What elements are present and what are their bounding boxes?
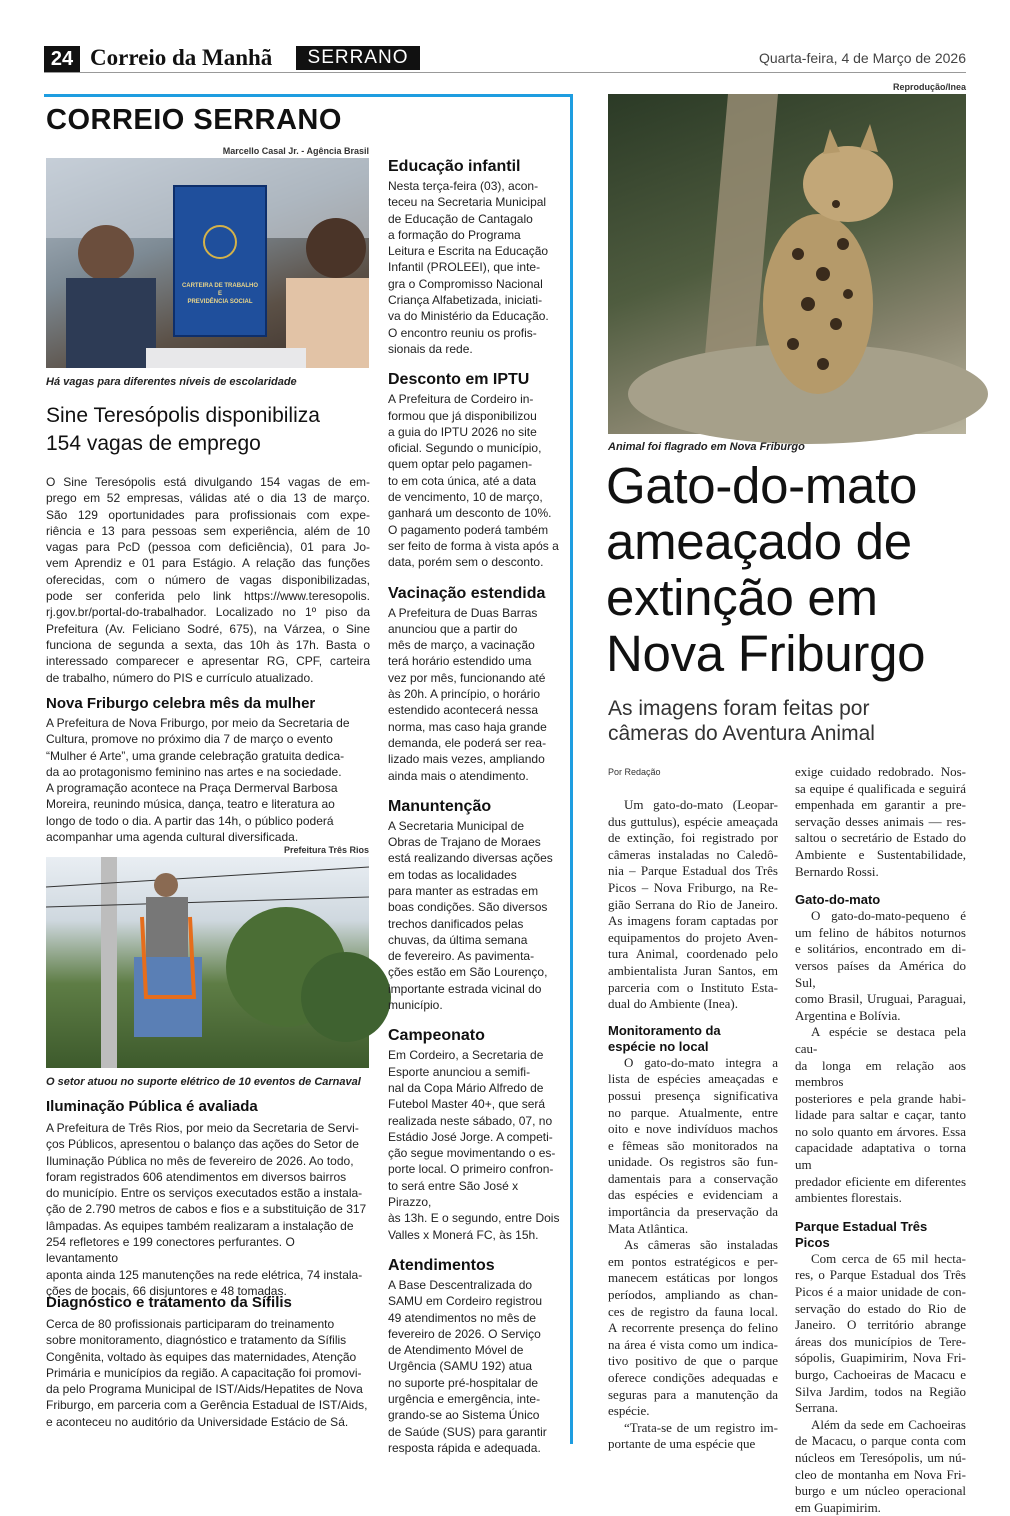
text-line: nia – Parque Estadual dos Três [608,863,778,879]
text-line: chuvas, da última semana [388,932,528,947]
text-line: estendido acontecerá nessa [388,703,539,718]
text-line: manecem estáticas por longos [608,1270,778,1286]
photo2-credit: Prefeitura Três Rios [283,845,369,855]
text-line: porte local. O primeiro confron- [388,1162,554,1177]
text-line: A recorrente presença do felino [608,1320,778,1336]
text-line: no suporte pré-hospitalar de [388,1375,539,1390]
text-line: SAMU em Cordeiro registrou [388,1294,543,1309]
photo1-work-card [46,158,369,368]
note-title: Campeonato [388,1027,485,1045]
text-line: longo de todo o dia. A partir das 14h, o público poderá [46,813,334,828]
text-line: um felino de hábitos noturnos [795,924,966,940]
work-card-text: CARTEIRA DE TRABALHO E PREVIDÊNCIA SOCIAL [181,283,259,305]
text-line: sa equipe é qualificada e seguirá [795,780,966,796]
column-title: CORREIO SERRANO [46,104,342,136]
text-line: ces de registro da fauna local. [608,1303,778,1319]
text-line: grando-se ao Sistema Único [388,1408,540,1423]
text-line: Silva Jardim, todos na Região [795,1383,966,1399]
text-line: possui presença significativa [608,1087,778,1103]
text-line: vem Aprendiz e 01 para Estágio. A relação das funções [46,556,370,571]
subheading-line: Monitoramento da [608,1022,721,1038]
text-line: de trabalho, número do PIS e currículo atualizado. [46,670,314,685]
text-line: aponta ainda 125 manutenções na rede elétrica, 74 instala- [46,1267,363,1282]
text-line: de Macacu, o parque conta com [795,1433,966,1449]
electrician-illustration [46,857,369,1068]
column-frame-right [570,94,573,1444]
note-body [388,1277,560,1456]
feature-paragraph [795,764,966,880]
text-line: O encontro reuniu os profis- [388,325,537,340]
text-line: vez por mês, funcionando até [388,670,546,685]
text-line: tivo positivo de que o parque [608,1353,778,1369]
text-line: 49 atendimentos no mês de [388,1310,537,1325]
feature-deck [608,696,875,746]
text-line: nal da Copa Mário Alfredo de [388,1080,544,1095]
text-line: e solitários, encontrado em di- [795,941,966,957]
text-line: município. [388,998,443,1013]
text-line: Mata Atlântica. [608,1220,689,1236]
text-line: em pontos estratégicos e per- [608,1253,778,1269]
section-label: SERRANO [296,46,420,70]
text-line: rj.gov.br/portal-do-trabalhador. Localizado no 1º piso da [46,605,370,620]
text-line: Serrana. [795,1400,838,1416]
text-line: Iluminação Pública no mês de fevereiro de 2026. Ao todo, [46,1153,354,1168]
text-line: no solo quanto em árvores. Essa [795,1123,966,1139]
text-line: O Sine Teresópolis está divulgando 154 vagas de em- [46,475,370,489]
text-line: ção de 2.790 metros de cabos e fios e a substituição de 317 [46,1202,367,1217]
note-title: Desconto em IPTU [388,371,530,389]
feature-photo-ocelot [608,94,966,434]
note-body [388,818,560,1014]
text-line: a formação do Programa [388,227,521,242]
text-line: Cerca de 80 profissionais participaram do treinamento [46,1317,335,1331]
text-line: servação desses animais — res- [795,813,966,829]
feature-subheading [608,1023,778,1055]
text-line: unidade. Os registros são fun- [608,1154,778,1170]
text-line: mês de março, a vacinação [388,638,535,653]
text-line: res, o Parque Estadual dos Três [795,1267,966,1283]
text-line: ção segue movimentando o es- [388,1146,556,1161]
text-line: A programação acontece na Praça Dermerval Barbosa [46,781,338,796]
text-line: formou que já disponibilizou [388,408,537,423]
iluminacao-title: Iluminação Pública é avaliada [46,1098,258,1115]
text-line: data, porém sem o desconto. [388,555,544,570]
text-line: Nesta terça-feira (03), acon- [388,179,539,193]
text-line: cleo de montanha em Nova Fri- [795,1466,966,1482]
text-line: A Prefeitura de Três Rios, por meio da Secretaria de Servi- [46,1121,359,1135]
text-line: realizada neste sábado, 07, no [388,1113,553,1128]
text-line: dual do Ambiente (Inea). [608,996,738,1012]
text-line: Leitura e Escrita na Educação [388,244,549,259]
text-line: Em Cordeiro, a Secretaria de [388,1048,544,1063]
text-line: damentais para a conservação [608,1170,778,1186]
feature-paragraph [795,1024,966,1207]
note-body [388,1047,560,1243]
text-line: ainda mais o atendimento. [388,768,529,783]
text-line: 254 refletores e 199 conectores perfurantes. O levantamento [46,1235,295,1266]
text-line: oferece condições adequadas e [608,1370,778,1385]
text-line: Infantil (PROLEEI), que inte- [388,260,541,275]
text-line: está realizando diversas ações [388,851,553,866]
text-line: Futebol Master 40+, que será [388,1097,546,1112]
sifilis-title: Diagnóstico e tratamento da Sífilis [46,1294,292,1311]
text-line: câmeras instaladas no Caledô- [608,846,778,862]
text-line: gra o Compromisso Nacional [388,276,543,291]
ocelot-illustration [608,94,966,434]
text-line: de extinção, foi registrado por [608,830,778,846]
text-line: anunciou que a partir do [388,621,518,636]
iluminacao-body [46,1120,370,1299]
text-line: norma, mas caso haja grande [388,719,547,734]
text-line: burgo e um núcleo operacional [795,1483,966,1499]
text-line: Picos – Nova Friburgo, na Re- [608,879,778,895]
text-line: Primária e municípios da região. A capacitação foi promovi- [46,1365,362,1380]
text-line: na área é vista como um indica- [608,1336,778,1352]
text-line: vagas para PcD (pessoa com deficiência), 01 para Jo- [46,540,370,555]
photo2-caption: O setor atuou no suporte elétrico de 10 eventos de Carnaval [46,1076,361,1088]
text-line: A Prefeitura de Nova Friburgo, por meio da Secretaria de [46,716,350,730]
text-line: importância da preservação da [608,1204,778,1220]
text-line: Criança Alfabetizada, iniciati- [388,293,543,308]
text-line: O pagamento poderá também [388,522,549,537]
text-line: Bernardo Rossi. [795,863,879,879]
text-line: ções estão em São Lourenço, [388,965,548,980]
note-body [388,178,560,357]
feature-paragraph [795,908,966,1024]
text-line: Além da sede em Cachoeiras [811,1416,966,1432]
text-line: Valles x Monerá FC, às 15h. [388,1227,539,1242]
text-line: importante estrada vicinal do [388,981,542,996]
feature-photo-caption: Animal foi flagrado em Nova Friburgo [608,441,805,453]
feature-paragraph [608,797,778,1013]
text-line: “Trata-se de um registro im- [624,1419,778,1435]
text-line: terá horário estendido uma [388,654,532,669]
text-line: As câmeras são instaladas [624,1237,778,1253]
text-line: oferecidas, com o número de vagas disponibilizadas, [46,572,370,587]
text-line: de Saúde (SUS) para garantir [388,1424,547,1439]
text-line: às 13h. E o segundo, entre Dois [388,1211,560,1226]
feature-column-1 [608,797,778,1453]
feature-paragraph [795,1417,966,1516]
text-line: em todas as localidades [388,867,517,882]
text-line: equipamentos do projeto Aven- [608,929,778,945]
text-line: São 129 oportunidades para profissionais com expe- [46,507,370,522]
text-line: às 20h. A princípio, o horário [388,687,541,702]
text-line: sobre monitoramento, diagnóstico e tratamento da Sífilis [46,1333,347,1348]
text-line: demanda, ele poderá ser rea- [388,735,547,750]
text-line: parceria com o Instituto Esta- [608,979,778,995]
newspaper-logo: Correio da Manhã [90,45,273,70]
text-line: períodos, ampliando as chan- [608,1287,778,1303]
text-line: O gato-do-mato integra a [624,1054,778,1070]
text-line: no parque. Atualmente, entre [608,1104,778,1120]
text-line: prego em 52 empresas, válidas até o dia 13 de março. [46,491,370,506]
text-line: urgência e emergência, inte- [388,1392,541,1406]
note-title: Educação infantil [388,158,521,175]
text-line: da pelo Programa Municipal de IST/Aids/Hepatites de Nova [46,1382,363,1397]
text-line: do município. Entre os serviços executados estão a instala- [46,1186,363,1201]
text-line: lista de espécies ameaçadas e [608,1071,778,1087]
text-line: teceu na Secretaria Municipal [388,195,547,210]
text-line: versos países da América do Sul, [795,957,966,990]
note-body [388,391,560,570]
text-line: e aconteceu no auditório da Universidade Estácio de Sá. [46,1414,349,1429]
text-line: da ao protagonismo feminino nas artes e na sociedade. [46,764,342,779]
text-line: fevereiro de 2026. O Serviço [388,1326,541,1341]
text-line: As imagens foram captadas por [608,913,778,929]
text-line: ganhará um desconto de 10%. [388,506,552,521]
feature-paragraph [608,1420,778,1453]
text-line: ções de bocais, 66 disjuntores e 48 tomadas. [46,1283,287,1298]
text-line: Janeiro. O território abrange [795,1317,966,1333]
feature-byline: Por Redação [608,767,661,777]
text-line: riência e 13 para pessoas sem experiência, além de 10 [46,523,370,538]
text-line: acompanhar uma agenda cultural diversificada. [46,830,299,845]
text-line: Estádio José Jorge. A competi- [388,1129,553,1144]
text-line: a guia do IPTU 2026 no site [388,424,537,439]
text-line: interessado comparecer e apresentar RG, CPF, carteira [46,654,370,669]
text-line: Argentina e Bolívia. [795,1007,901,1023]
headline-line: extinção em [606,569,878,626]
feature-photo-credit: Reprodução/Inea [892,82,966,92]
note-body [388,605,560,784]
text-line: oito e nove indivíduos machos [608,1121,778,1137]
text-line: burgo, Cachoeiras de Macacu e [795,1367,966,1382]
sine-body [46,474,370,686]
subheading-line: espécie no local [608,1038,709,1054]
text-line: posteriores e pela grande habi- [795,1090,966,1106]
text-line: tura Animal, coordenado pelo [608,946,778,962]
text-line: predador eficiente em diferentes [795,1173,966,1189]
sine-headline: Sine Teresópolis disponibiliza 154 vagas de emprego [46,404,320,455]
text-line: ser feito de forma à vista após a [388,538,559,553]
text-line: resposta rápida e adequada. [388,1440,541,1455]
feature-paragraph [608,1055,778,1238]
text-line: Prefeitura (Av. Feliciano Sodré, 675), na Várzea, o Sine [46,621,370,636]
sifilis-body [46,1316,370,1430]
text-line: da longa em relação aos membros [795,1057,966,1090]
text-line: to em cota única, até a data [388,473,537,488]
text-line: núcleos em Teresópolis, um nú- [795,1449,966,1465]
friburgo-mulher-body [46,715,370,845]
text-line: Com cerca de 65 mil hecta- [811,1250,966,1266]
text-line: capacidade adaptativa o torna um [795,1140,966,1173]
text-line: lidade para saltar e caçar, tanto [795,1107,966,1123]
text-line: de fevereiro. As pavimenta- [388,949,535,964]
text-line: quem optar pelo pagamen- [388,457,533,472]
text-line: gião Serrana do Rio de Janeiro. [608,896,778,912]
deck-line: câmeras do Aventura Animal [608,722,875,745]
text-line: portante de uma espécie que [608,1436,756,1452]
text-line: A Base Descentralizada do [388,1277,533,1292]
text-line: saltou o secretário de Estado do [795,830,966,846]
feature-paragraph [795,1251,966,1417]
text-line: servação do estado do Rio de [795,1300,966,1316]
subheading-line: Parque Estadual Três [795,1218,928,1234]
page-number: 24 [44,46,80,72]
text-line: trechos danificados pelas [388,916,524,931]
text-line: lâmpadas. As equipes também realizaram a instalação de [46,1218,354,1233]
text-line: das espécies e evidenciam a [608,1187,778,1203]
text-line: de Educação de Cantagalo [388,211,533,226]
text-line: A espécie se destaca pela cau- [795,1024,966,1056]
friburgo-mulher-title: Nova Friburgo celebra mês da mulher [46,695,316,712]
text-line: lizado mais vezes, ampliando [388,752,545,767]
text-line: Um gato-do-mato (Leopar- [624,797,778,812]
photo1-caption: Há vagas para diferentes níveis de escolaridade [46,376,297,388]
text-line: de vencimento, 10 de março, [388,490,543,505]
text-line: Picos é a maior unidade de con- [795,1284,966,1300]
text-line: Ambiente e Sustentabilidade, [795,846,966,862]
headline-line: Gato-do-mato [606,457,918,514]
text-line: dus guttulus), espécie ameaçada [608,813,778,829]
text-line: Cultura, promove no próximo dia 7 de março o evento [46,732,333,747]
text-line: exige cuidado redobrado. Nos- [795,764,966,779]
text-line: ambientes florestais. [795,1190,902,1206]
photo2-electrician [46,857,369,1068]
text-line: Esporte anunciou a semifi- [388,1064,531,1079]
headline-line: ameaçado de [606,513,912,570]
text-line: pode ser conferida pelo link https://www.teresopolis. [46,589,370,604]
feature-subheading: Gato-do-mato [795,892,881,908]
text-line: para manter as estradas em [388,883,539,898]
text-line: A Secretaria Municipal de [388,818,525,833]
text-line: áreas dos municípios de Tere- [795,1333,966,1349]
feature-headline [606,458,925,682]
text-line: espécie. [608,1403,650,1419]
text-line: O gato-do-mato-pequeno é [811,908,966,924]
column-frame-top [44,94,572,97]
text-line: va do Ministério da Educação. [388,309,549,324]
text-line: Congênita, voltado às equipes das maternidades, Atenção [46,1349,357,1364]
text-line: Obras de Trajano de Moraes [388,835,541,850]
note-title: Vacinação estendida [388,584,546,602]
text-line: como Brasil, Uruguai, Paraguai, [795,991,966,1007]
note-title: Atendimentos [388,1256,495,1274]
text-line: oficial. Segundo o município, [388,441,542,456]
text-line: foram registrados 606 atendimentos em diversos bairros [46,1169,347,1184]
header-rule [44,72,966,73]
text-line: to será entre São José x Pirazzo, [388,1178,519,1210]
text-line: A Prefeitura de Duas Barras [388,605,538,620]
headline-line: Nova Friburgo [606,625,926,682]
text-line: sionais da rede. [388,341,473,356]
text-line: ços Públicos, apresentou o balanço das ações do Setor de [46,1137,359,1152]
text-line: boas condições. São diversos [388,900,548,915]
issue-date: Quarta-feira, 4 de Março de 2026 [758,50,966,66]
photo1-credit: Marcello Casal Jr. - Agência Brasil [222,146,369,156]
work-card-illustration [46,158,369,368]
deck-line: As imagens foram feitas por [608,697,870,720]
text-line: “Mulher é Arte”, uma grande celebração gratuita dedica- [46,748,345,763]
text-line: em Guapimirim. [795,1499,881,1515]
text-line: Friburgo, em parceria com a Gerência Estadual de IST/Aids, [46,1398,368,1413]
text-line: funciona de segunda a sexta, das 10h às 17h. Basta o [46,637,370,652]
text-line: Moreira, reunindo música, dança, teatro e literatura ao [46,797,335,812]
text-line: A Prefeitura de Cordeiro in- [388,392,534,407]
note-title: Manuntenção [388,797,492,815]
text-line: Urgência (SAMU 192) atua [388,1359,533,1374]
feature-column-2 [795,764,966,1516]
feature-subheading [795,1219,966,1251]
text-line: e fêmeas são monitorados na [608,1137,778,1153]
text-line: empenhada em garantir a pre- [795,797,966,813]
text-line: de Atendimento Móvel de [388,1343,524,1358]
feature-paragraph [608,1237,778,1420]
subheading-line: Picos [795,1234,830,1250]
text-line: sópolis, Guapimirim, Nova Fri- [795,1350,966,1366]
text-line: seguras para a manutenção da [608,1386,778,1402]
notes-column [388,156,560,1456]
text-line: ambientalista Juran Santos, em [608,962,778,978]
